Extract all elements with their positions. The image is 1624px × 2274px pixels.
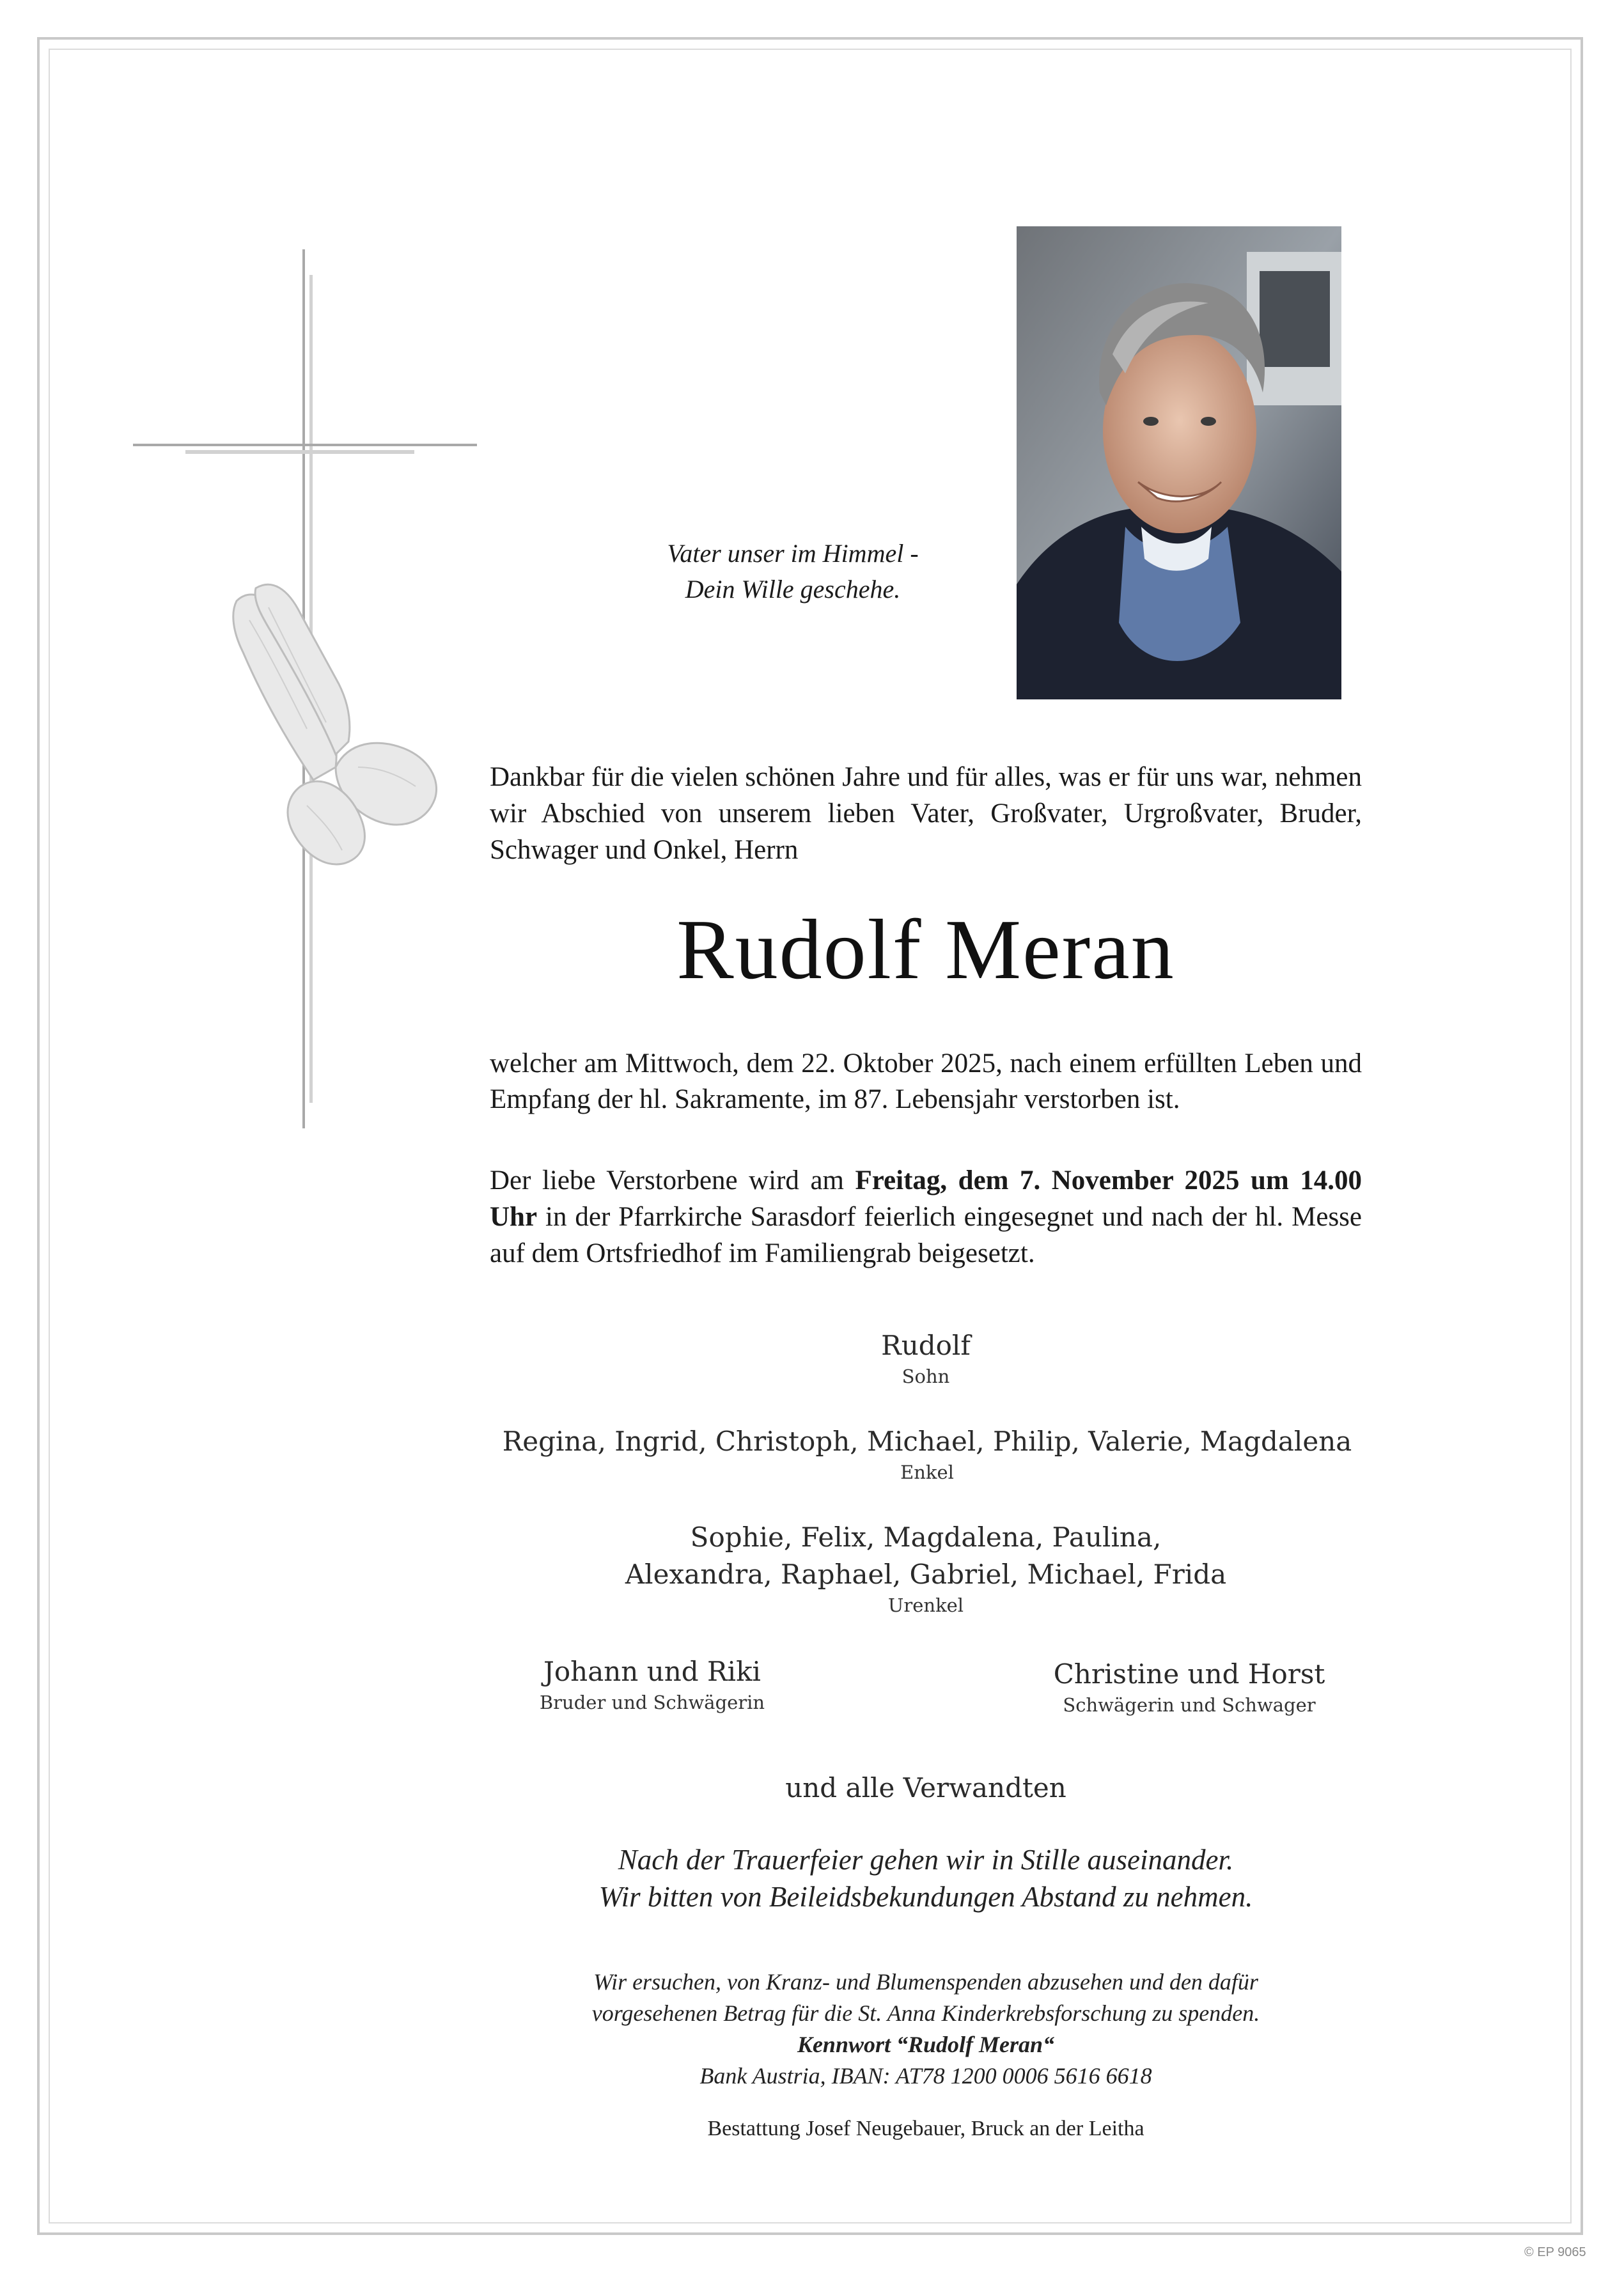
intro-text: Dankbar für die vielen schönen Jahre und für alles, was er für uns war, nehmen wir Abschied von unserem lieben Vater, Großvater, Urgroßvater, Bruder, Schwager und Onkel, Herrn — [490, 762, 1362, 865]
praying-hands-icon — [211, 575, 454, 869]
mourner-names: und alle Verwandten — [785, 1772, 1066, 1803]
mourner-son — [490, 1327, 1362, 1389]
closing-line-1: Nach der Trauerfeier gehen wir in Stille auseinander. — [618, 1844, 1234, 1876]
mourner-in-laws — [1010, 1656, 1368, 1717]
mourner-names: Regina, Ingrid, Christoph, Michael, Philip, Valerie, Magdalena — [502, 1426, 1352, 1457]
funeral-time: um 14.00 Uhr — [490, 1165, 1362, 1232]
mourner-names-line-1: Sophie, Felix, Magdalena, Paulina, — [690, 1522, 1162, 1553]
mourner-relation: Enkel — [900, 1461, 954, 1483]
quote-line-2: Dein Wille geschehe. — [685, 575, 901, 604]
mourner-names: Johann und Riki — [543, 1656, 761, 1687]
template-code: © EP 9065 — [1524, 2245, 1586, 2259]
mourner-relation: Urenkel — [887, 1594, 964, 1616]
quote-line-1: Vater unser im Himmel - — [667, 539, 919, 568]
mourner-brother — [486, 1653, 818, 1715]
closing-line-2: Wir bitten von Beileidsbekundungen Abstand zu nehmen. — [598, 1881, 1253, 1913]
mourner-all-relatives — [490, 1770, 1362, 1807]
funeral-text-2: in der Pfarrkirche Sarasdorf feierlich eingesegnet und nach der hl. Messe auf dem Ortsfriedhof im Familiengrab beigesetzt. — [490, 1202, 1362, 1268]
funeral-info — [490, 1162, 1362, 1272]
undertaker: Bestattung Josef Neugebauer, Bruck an der Leitha — [707, 2117, 1144, 2140]
donation-bank: Bank Austria, IBAN: AT78 1200 0006 5616 6618 — [699, 2063, 1152, 2089]
donation-keyword: Kennwort “Rudolf Meran“ — [797, 2032, 1055, 2057]
mourner-names: Rudolf — [881, 1330, 971, 1361]
funeral-date: Freitag, dem 7. November 2025 — [855, 1165, 1240, 1195]
mourner-relation: Bruder und Schwägerin — [539, 1692, 765, 1713]
funeral-text-1: Der liebe Verstorbene wird am — [490, 1165, 855, 1195]
prayer-quote — [588, 536, 997, 607]
mourner-great-grandchildren — [490, 1519, 1362, 1617]
mourner-names-line-2: Alexandra, Raphael, Gabriel, Michael, Frida — [625, 1559, 1227, 1590]
donation-request — [490, 1966, 1362, 2092]
mourner-relation: Sohn — [902, 1366, 950, 1387]
mourner-names: Christine und Horst — [1053, 1658, 1325, 1690]
closing-text — [490, 1841, 1362, 1915]
death-notice: welcher am Mittwoch, dem 22. Oktober 2025, nach einem erfüllten Leben und Empfang der hl. Sakramente, im 87. Lebensjahr verstorben ist. — [490, 1048, 1362, 1114]
mourner-relation: Schwägerin und Schwager — [1063, 1694, 1316, 1716]
portrait-photo — [1017, 226, 1341, 699]
donation-line-1: Wir ersuchen, von Kranz- und Blumenspenden abzusehen und den dafür — [593, 1969, 1258, 1995]
deceased-name: Rudolf Meran — [676, 902, 1175, 997]
donation-line-2: vorgesehenen Betrag für die St. Anna Kinderkrebsforschung zu spenden. — [591, 2000, 1260, 2026]
mourner-grandchildren — [448, 1423, 1407, 1484]
